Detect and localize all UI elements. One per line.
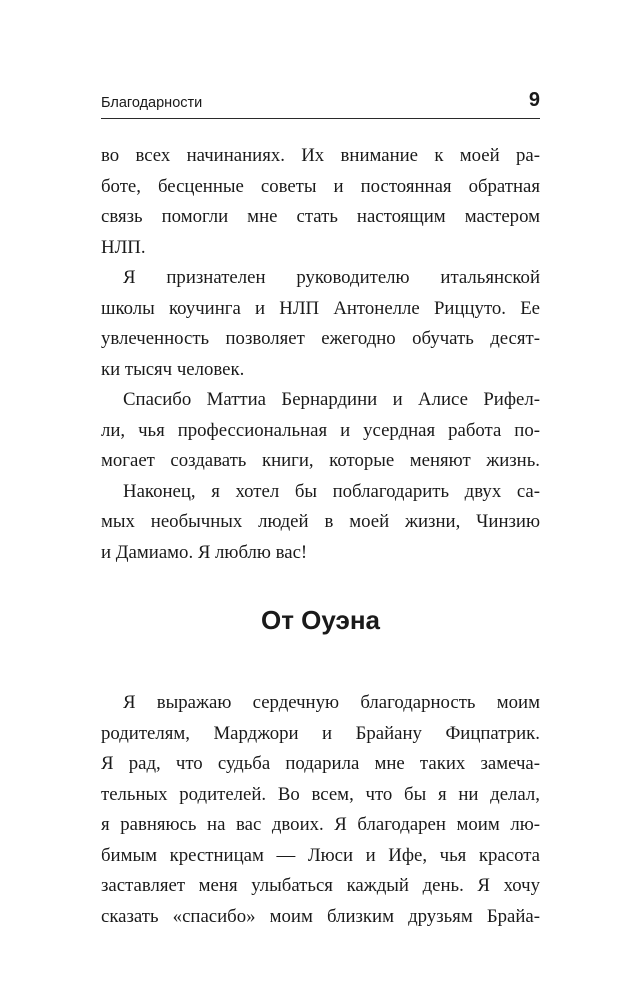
text-line: Я признателен руководителю итальянской xyxy=(123,267,540,288)
body-text-block-2 xyxy=(101,688,540,932)
text-line: во всех начинаниях. Их внимание к моей ра- xyxy=(101,145,540,166)
text-line: могает создавать книги, которые меняют жизнь. xyxy=(101,450,540,471)
text-line: мых необычных людей в моей жизни, Чинзию xyxy=(101,511,540,532)
text-line: боте, бесценные советы и постоянная обратная xyxy=(101,175,540,197)
text-line: ки тысяч человек. xyxy=(101,358,245,380)
text-line: увлеченность позволяет ежегодно обучать десят- xyxy=(101,328,540,349)
text-line: школы коучинга и НЛП Антонелле Риццуто. Ее xyxy=(101,297,540,319)
text-line: связь помогли мне стать настоящим мастером xyxy=(101,206,540,227)
text-line: родителям, Марджори и Брайану Фицпатрик. xyxy=(101,722,540,744)
text-line: и Дамиамо. Я люблю вас! xyxy=(101,541,308,563)
text-line: Спасибо Маттиа Бернардини и Алисе Рифел- xyxy=(123,389,540,410)
page-number: 9 xyxy=(528,89,540,111)
text-line: НЛП. xyxy=(101,236,146,258)
text-line: бимым крестницам — Люси и Ифе, чья красота xyxy=(101,844,540,866)
text-line: ли, чья профессиональная и усердная работа по- xyxy=(101,419,540,441)
text-line: Я рад, что судьба подарила мне таких замеча- xyxy=(101,753,540,774)
text-line: тельных родителей. Во всем, что бы я ни делал, xyxy=(101,783,540,805)
running-head xyxy=(101,84,540,110)
section-heading: От Оуэна xyxy=(260,605,381,635)
text-line: заставляет меня улыбаться каждый день. Я хочу xyxy=(101,875,540,896)
text-line: Я выражаю сердечную благодарность моим xyxy=(123,692,540,713)
header-divider xyxy=(101,118,540,119)
body-text-block-1 xyxy=(101,141,540,568)
text-line: Наконец, я хотел бы поблагодарить двух са- xyxy=(123,480,540,502)
text-line: я равняюсь на вас двоих. Я благодарен моим лю- xyxy=(101,814,540,835)
running-title: Благодарности xyxy=(101,94,203,111)
text-line: сказать «спасибо» моим близким друзьям Брайа- xyxy=(101,905,540,927)
